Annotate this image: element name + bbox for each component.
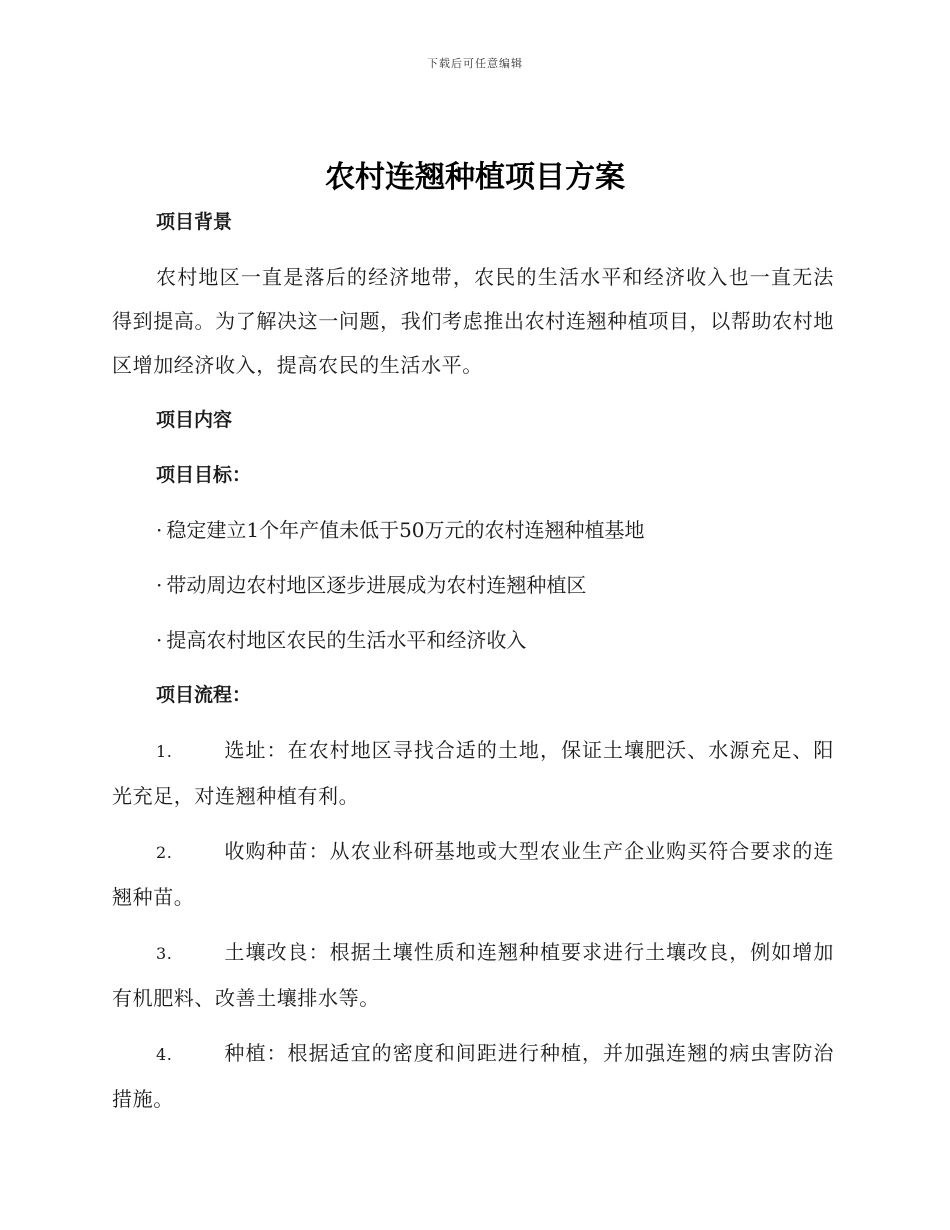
goal-item [112,508,834,552]
step-number: 3. [156,944,173,963]
step-text: 收购种苗：从农业科研基地或大型农业生产企业购买符合要求的连翘种苗。 [112,839,834,909]
content-heading: 项目内容 [156,409,233,431]
step-number: 2. [156,843,173,862]
background-heading: 项目背景 [156,211,233,233]
goal-item [112,618,834,662]
process-step [112,930,834,1020]
step-text: 土壤改良：根据土壤性质和连翘种植要求进行土壤改良，例如增加有机肥料、改善土壤排水等。 [112,940,834,1010]
goal-item-text: 提高农村地区农民的生活水平和经济收入 [166,628,527,652]
bullet-icon: · [156,573,163,597]
document-body [112,200,834,1121]
process-heading: 项目流程： [156,684,252,706]
goal-item-text: 带动周边农村地区逐步进展成为农村连翘种植区 [166,573,587,597]
background-paragraph: 农村地区一直是落后的经济地带，农民的生活水平和经济收入也一直无法得到提高。为了解决这一问题，我们考虑推出农村连翘种植项目，以帮助农村地区增加经济收入，提高农民的生活水平。 [112,265,834,377]
bullet-icon: · [156,518,163,542]
bullet-icon: · [156,628,163,652]
process-step [112,728,834,818]
step-number: 1. [156,742,173,761]
step-text: 种植：根据适宜的密度和间距进行种植，并加强连翘的病虫害防治措施。 [112,1041,834,1111]
goals-heading: 项目目标： [156,464,252,486]
step-text: 选址：在农村地区寻找合适的土地，保证土壤肥沃、水源充足、阳光充足，对连翘种植有利。 [112,738,834,808]
page-header-note: 下载后可任意编辑 [427,57,523,70]
document-title: 农村连翘种植项目方案 [325,160,625,195]
process-step [112,1031,834,1121]
goal-item [112,563,834,607]
goal-item-text: 稳定建立1个年产值未低于50万元的农村连翘种植基地 [166,518,645,542]
process-step [112,829,834,919]
step-number: 4. [156,1045,173,1064]
